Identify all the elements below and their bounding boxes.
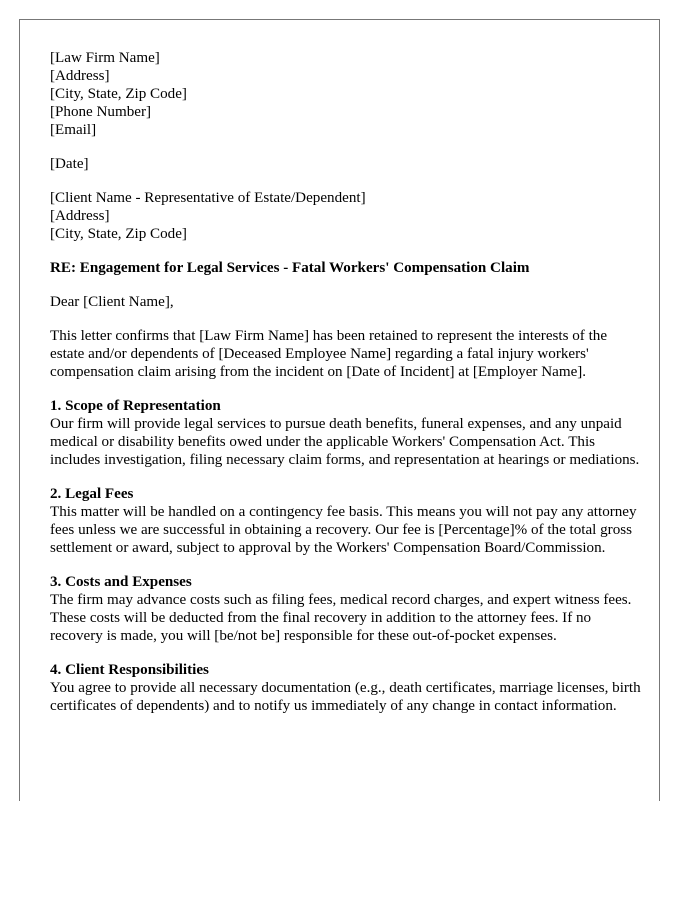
- letter-content: [50, 49, 644, 731]
- section-body: The firm may advance costs such as filing fees, medical record charges, and expert witness fees. These costs will be deducted from the final recovery in addition to the attorney fees. If no recovery is made, you will [be/not be] responsible for these out-of-pocket expenses.: [50, 592, 632, 644]
- section-title: 1. Scope of Representation: [50, 398, 221, 414]
- sender-address: [Address]: [50, 68, 110, 84]
- sender-email: [Email]: [50, 122, 97, 138]
- sender-firm-name: [Law Firm Name]: [50, 50, 160, 66]
- section-responsibilities: [50, 661, 644, 715]
- date-block: [50, 155, 644, 173]
- letter-page: [19, 19, 660, 801]
- recipient-block: [50, 189, 644, 243]
- recipient-address: [Address]: [50, 208, 110, 224]
- intro-paragraph: This letter confirms that [Law Firm Name] has been retained to represent the interests of the estate and/or dependents of [Deceased Employee Name] regarding a fatal injury workers' compensation claim arising from the incident on [Date of Incident] at [Employer Name].: [50, 328, 608, 380]
- sender-phone: [Phone Number]: [50, 104, 152, 120]
- section-title: 4. Client Responsibilities: [50, 662, 209, 678]
- section-title: 2. Legal Fees: [50, 486, 134, 502]
- section-body: Our firm will provide legal services to pursue death benefits, funeral expenses, and any unpaid medical or disability benefits owed under the applicable Workers' Compensation Act. This includes investigation, filing necessary claim forms, and representation at hearings or mediations.: [50, 416, 640, 468]
- section-title: 3. Costs and Expenses: [50, 574, 192, 590]
- sender-city-state-zip: [City, State, Zip Code]: [50, 86, 187, 102]
- subject-line: RE: Engagement for Legal Services - Fatal Workers' Compensation Claim: [50, 260, 530, 276]
- section-body: You agree to provide all necessary documentation (e.g., death certificates, marriage licenses, birth certificates of dependents) and to notify us immediately of any change in contact information.: [50, 680, 641, 714]
- salutation: Dear [Client Name],: [50, 294, 174, 310]
- section-costs: [50, 573, 644, 645]
- recipient-city-state-zip: [City, State, Zip Code]: [50, 226, 187, 242]
- recipient-name: [Client Name - Representative of Estate/Dependent]: [50, 190, 366, 206]
- section-fees: [50, 485, 644, 557]
- letter-date: [Date]: [50, 156, 89, 172]
- section-body: This matter will be handled on a contingency fee basis. This means you will not pay any attorney fees unless we are successful in obtaining a recovery. Our fee is [Percentage]% of the total gross settlement or award, subject to approval by the Workers' Compensation Board/Commission.: [50, 504, 637, 556]
- sender-block: [50, 49, 644, 139]
- section-scope: [50, 397, 644, 469]
